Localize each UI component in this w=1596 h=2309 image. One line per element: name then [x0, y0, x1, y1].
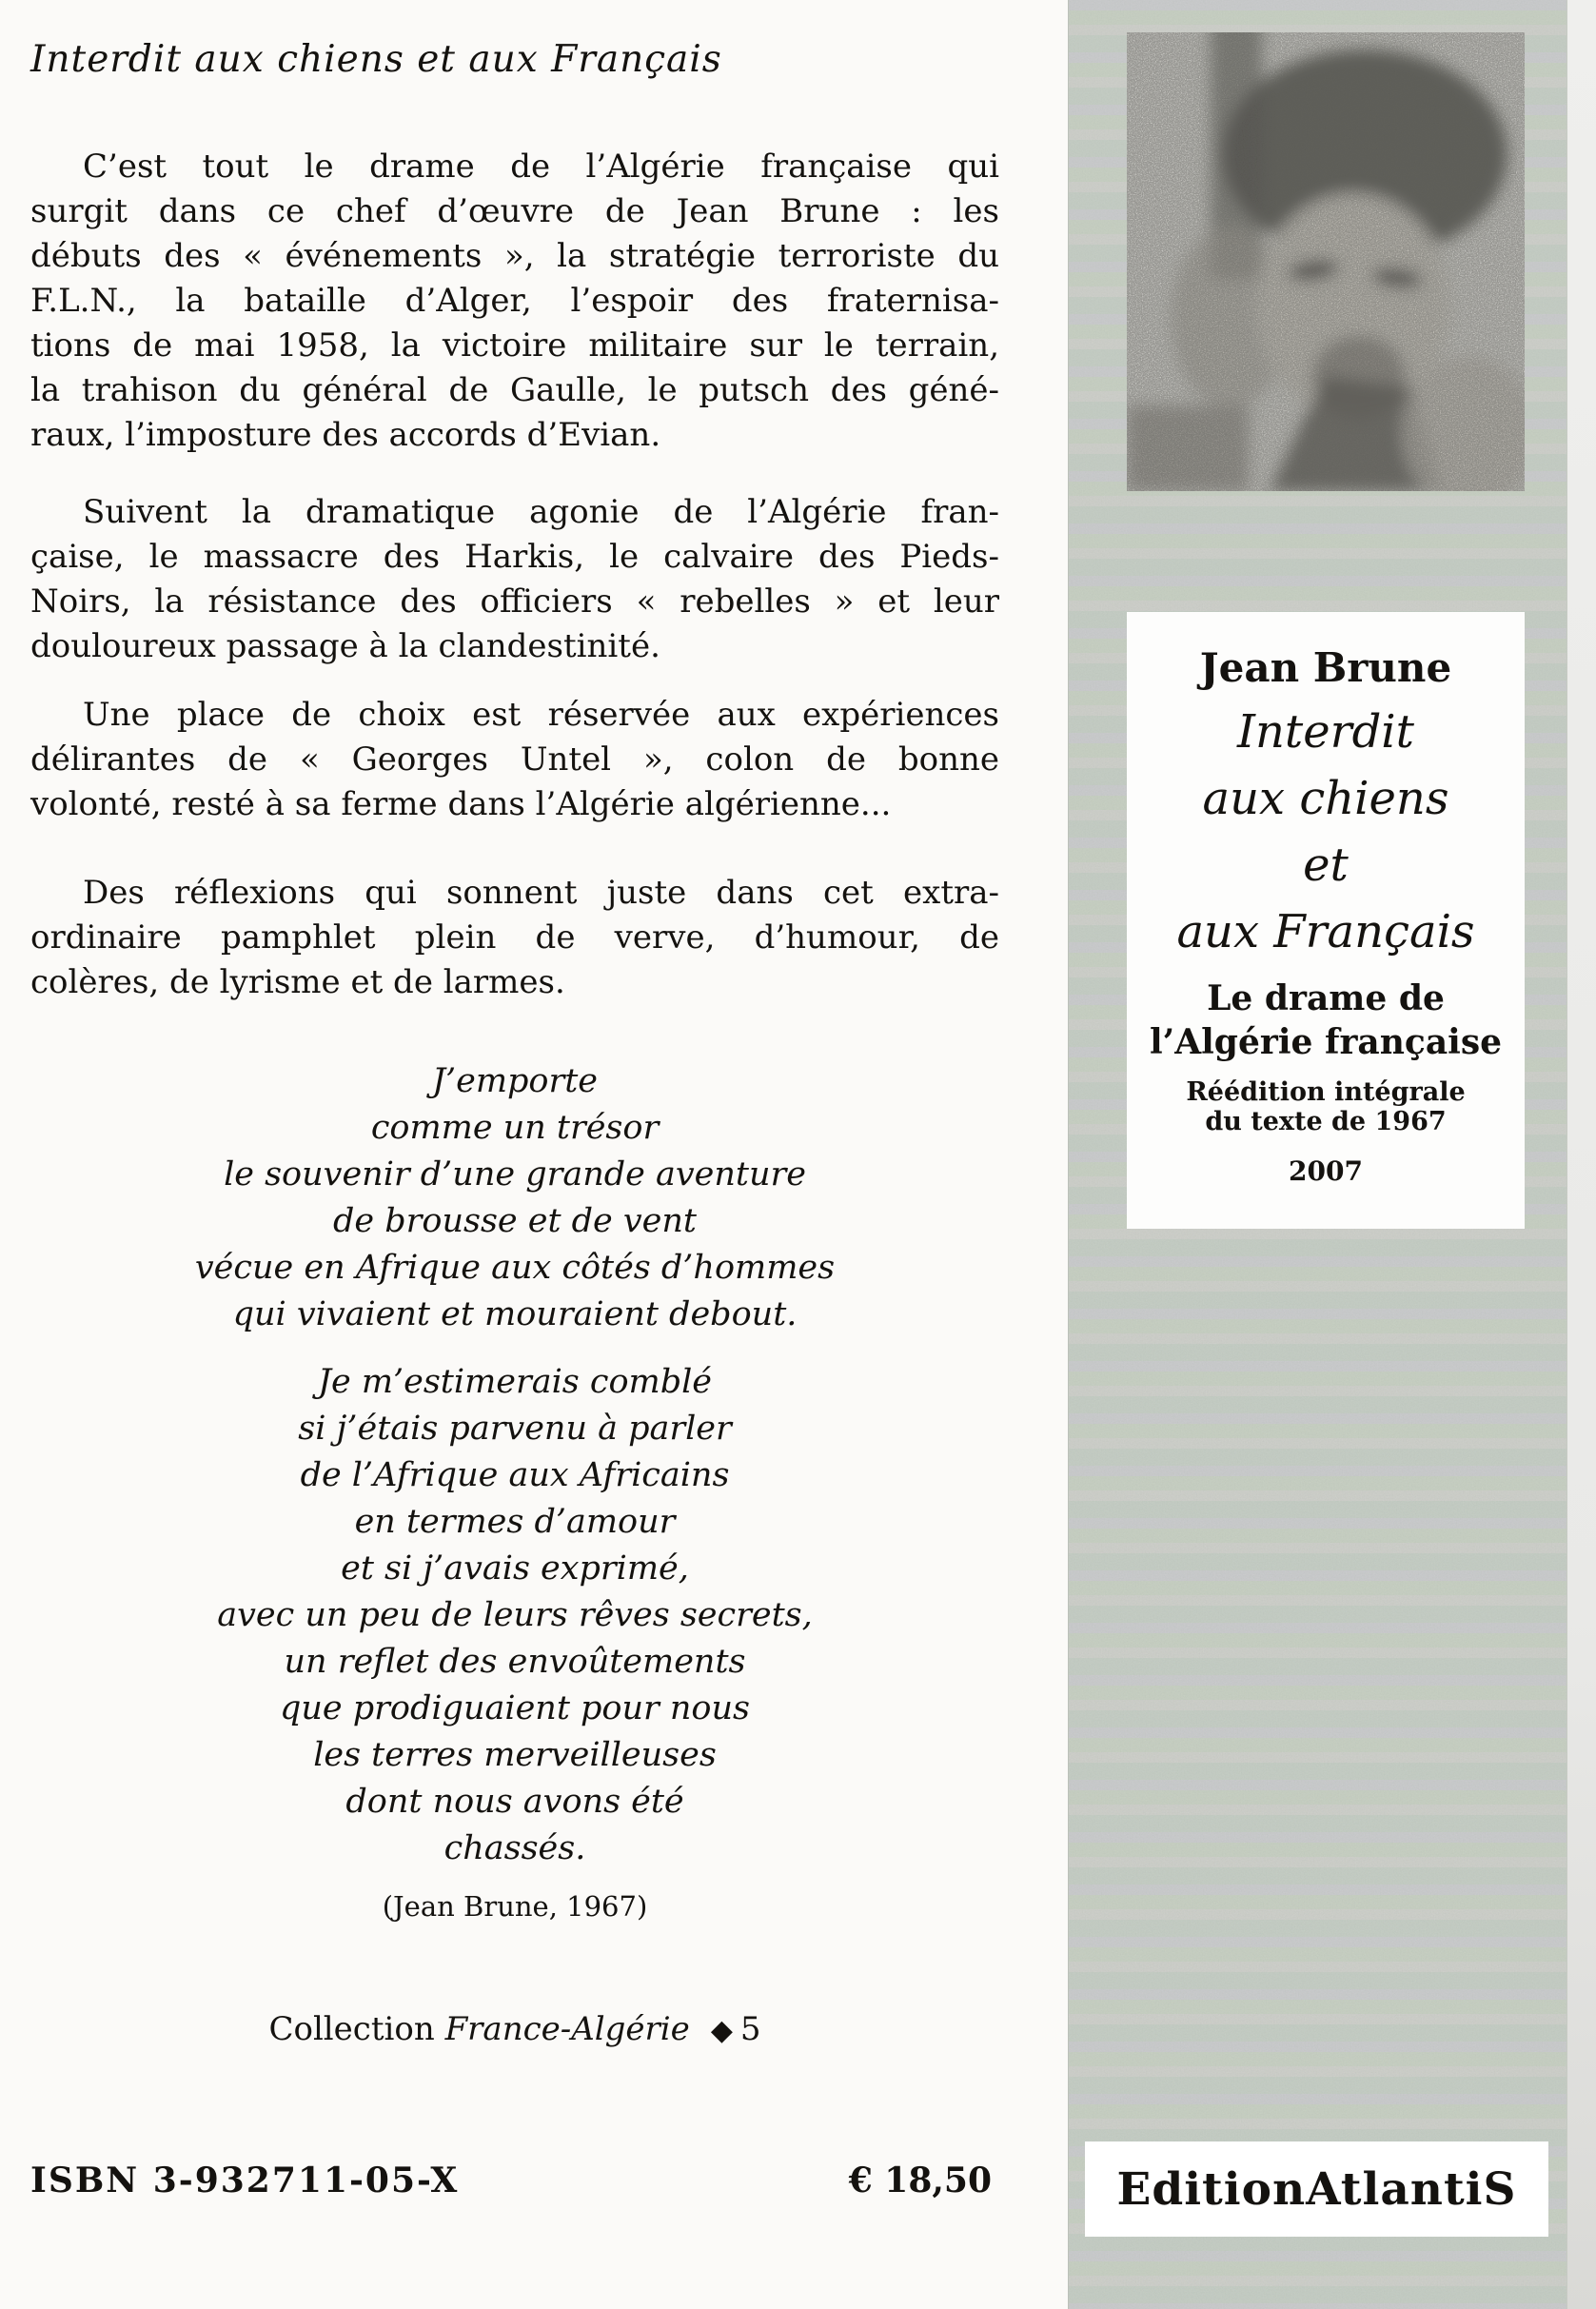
author-photo-halftone-illustration — [1127, 32, 1525, 491]
poem-stanza-2: Je m’estimerais comblé si j’étais parvenu à parler de l’Afrique aux Africains en termes d’amour et si j’avais exprimé, avec un peu de leurs rêves secrets, un reflet des envoûtements que prodiguaient pour nous les terres merveilleuses dont nous avons été chassés. — [217, 1363, 813, 1867]
blurb-paragraph-2: Suivent la dramatique agonie de l’Algérie fran- çaise, le massacre des Harkis, le calvaire des Pieds- Noirs, la résistance des officiers « rebelles » et leur douloureux passage à la clandestinité. — [30, 493, 999, 665]
card-book-title: Interdit aux chiens et aux Français — [1176, 705, 1475, 958]
blurb-paragraph-3: Une place de choix est réservée aux expériences délirantes de « Georges Untel », colon de bonne volonté, resté à sa ferme dans l’Algérie algérienne... — [30, 696, 999, 823]
collection-series: France-Algérie — [444, 2010, 690, 2048]
collection-prefix: Collection — [268, 2010, 435, 2048]
publisher-name: EditionAtlantiS — [1116, 2162, 1517, 2216]
card-author-name: Jean Brune — [1199, 644, 1452, 691]
isbn-text: ISBN 3-932711-05-X — [30, 2161, 460, 2200]
publisher-logo — [1085, 2141, 1548, 2237]
blurb-paragraph-4: Des réflexions qui sonnent juste dans cet extra- ordinaire pamphlet plein de verve, d’humour, de colères, de lyrisme et de larmes. — [30, 874, 999, 1001]
blurb-paragraph-1: C’est tout le drame de l’Algérie française qui surgit dans ce chef d’œuvre de Jean Brune : les débuts des « événements », la stratégie terroriste du F.L.N., la bataille d’Alger, l’espoir des fraternisa- tions de mai 1958, la victoire militaire sur le terrain, la trahison du général de Gaulle, le putsch des géné- raux, l’imposture des accords d’Evian. — [30, 148, 999, 454]
back-cover-title: Interdit aux chiens et aux Français — [30, 38, 722, 81]
poem-stanza-1: J’emporte comme un trésor le souvenir d’une grande aventure de brousse et de vent vécue en Afrique aux côtés d’hommes qui vivaient et mouraient debout. — [194, 1062, 836, 1333]
poem-attribution: (Jean Brune, 1967) — [382, 1890, 648, 1923]
card-year: 2007 — [1289, 1155, 1363, 1187]
price-text: € 18,50 — [848, 2161, 992, 2200]
collection-line — [30, 2010, 999, 2048]
card-subtitle: Le drame de l’Algérie française — [1149, 978, 1503, 1062]
title-card — [1127, 612, 1525, 1229]
scan-edge-margin — [1566, 0, 1596, 2309]
author-photo — [1127, 32, 1525, 491]
cover-side-strip — [1068, 0, 1567, 2309]
card-edition-note: Réédition intégrale du texte de 1967 — [1186, 1077, 1466, 1136]
diamond-icon: ◆ — [710, 2014, 733, 2047]
collection-number: 5 — [739, 2010, 761, 2048]
